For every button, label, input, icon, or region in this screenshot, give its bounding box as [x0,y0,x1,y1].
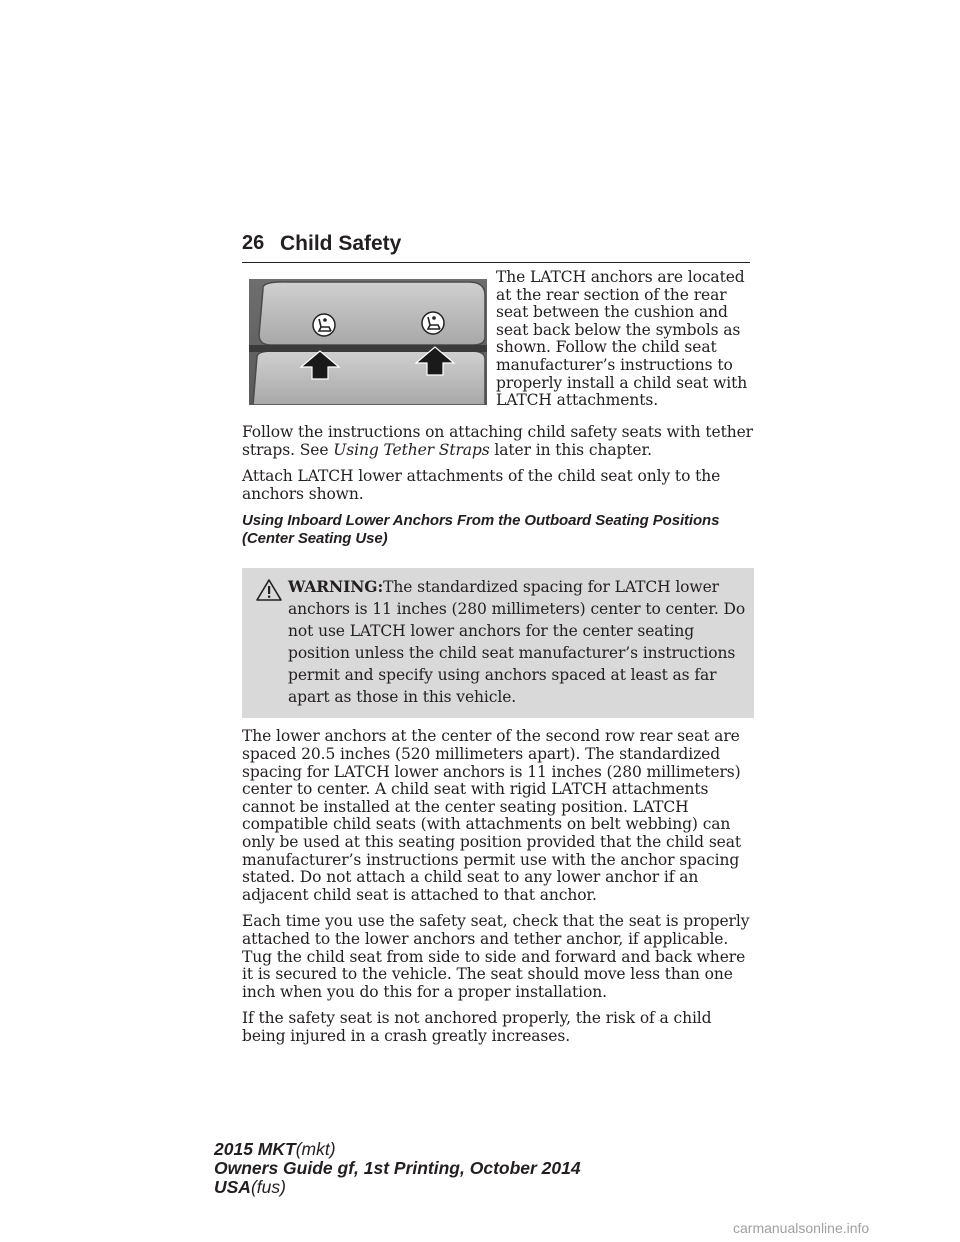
page-header [242,232,750,263]
page-footer [214,1140,581,1197]
intro-paragraph: The LATCH anchors are located at the rear section of the rear seat between the cushion and seat back below the symbols as shown. Follow the child seat manufacturer’s instructions to properly install a child seat with LATCH attachments. [496,268,748,410]
warning-text: The standardized spacing for LATCH lower anchors is 11 inches (280 millimeters) center to center. Do not use LATCH lower anchors for the center seating position unless the child seat manufacturer’s instructions permit and specify using anchors spaced at least as far apart as those in this vehicle. [288,578,746,707]
footer-market: USA [214,1177,251,1197]
page-number: 26 [242,232,265,254]
child-seat-symbol-icon [313,314,335,336]
footer-guide-info: Owners Guide gf, 1st Printing, October 2014 [214,1158,581,1178]
tether-reference: Using Tether Straps [333,440,490,459]
tether-text-after: later in this chapter. [489,440,652,459]
footer-market-code: (fus) [250,1177,286,1197]
warning-content [242,576,748,708]
warning-label: WARNING: [288,577,384,597]
footer-line-model [214,1140,581,1159]
risk-paragraph: If the safety seat is not anchored properly, the risk of a child being injured in a crash greatly increases. [242,1009,712,1045]
warning-box [242,568,754,718]
footer-line-market [214,1178,581,1197]
footer-model: 2015 MKT [214,1139,296,1159]
check-seat-paragraph: Each time you use the safety seat, check that the seat is properly attached to the lower anchors and tether anchor, if applicable. Tug the child seat from side to side and forward and back where it is secured to the vehicle. The seat should move less than one inch when you do this for a proper installation. [242,912,750,1001]
tether-text-before: Follow the instructions on attaching child safety seats with tether straps. See [242,423,753,459]
latch-anchor-figure [249,279,487,405]
attach-paragraph: Attach LATCH lower attachments of the child seat only to the anchors shown. [242,467,721,503]
chapter-title: Child Safety [280,232,402,255]
center-seating-paragraph: The lower anchors at the center of the second row rear seat are spaced 20.5 inches (520 millimeters apart). The standardized spacing for LATCH lower anchors is 11 inches (280 millimeters) center to center. A child seat with rigid LATCH attachments cannot be installed at the center seating position. LATCH compatible child seats (with attachments on belt webbing) can only be used at this seating position provided that the child seat manufacturer’s instructions permit use with the anchor spacing stated. Do not attach a child seat to any lower anchor if an adjacent child seat is attached to that anchor. [242,727,742,904]
section-subheading: Using Inboard Lower Anchors From the Outboard Seating Positions (Center Seating Use) [242,512,720,548]
footer-model-code: (mkt) [295,1139,336,1159]
main-content [242,424,754,1054]
seat-illustration [249,279,487,405]
child-seat-symbol-icon [422,312,444,334]
watermark: carmanualsonline.info [733,1220,870,1236]
tether-paragraph [242,424,754,459]
warning-triangle-icon [256,578,282,602]
footer-line-guide [214,1159,581,1178]
